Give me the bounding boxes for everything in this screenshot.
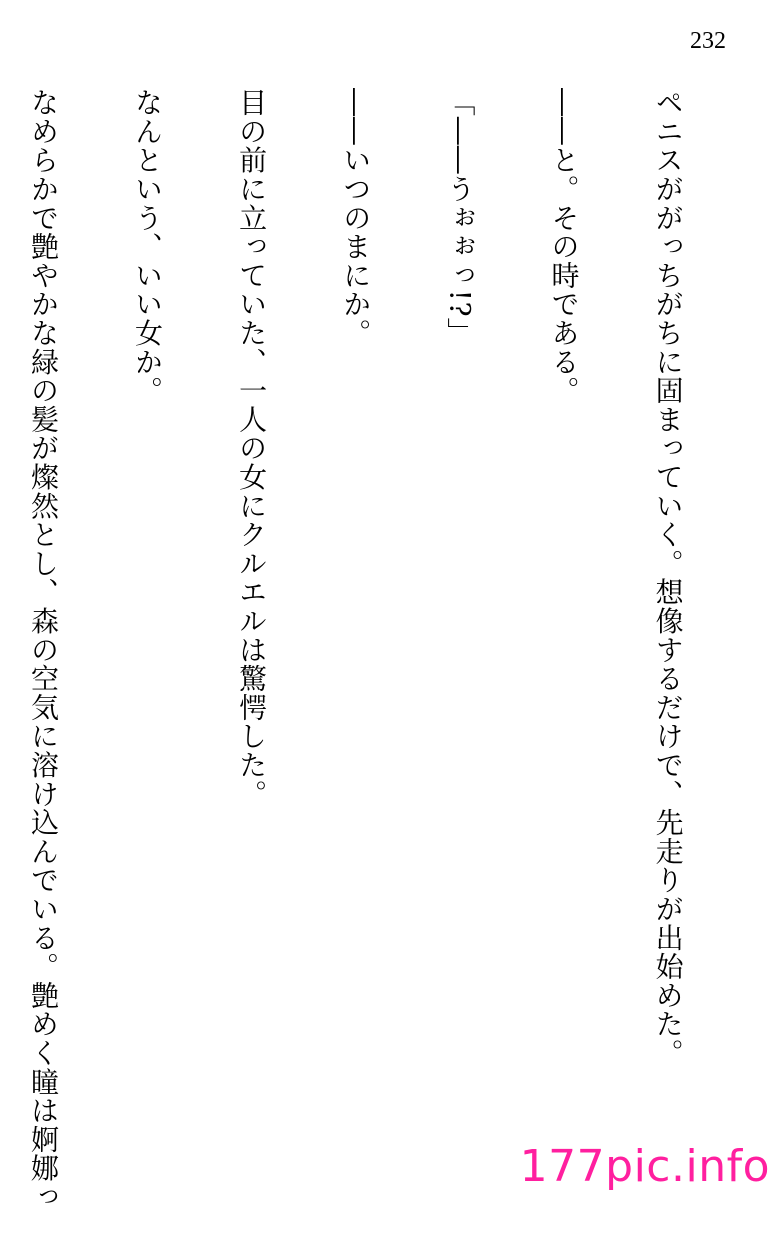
text-line: 目の前に立っていた、一人の女にクルエルは驚愕した。 (235, 88, 269, 808)
page-number: 232 (690, 28, 726, 54)
text-line: なめらかで艶やかな緑の髪が燦然とし、森の空気に溶け込んでいる。艶めく瞳は婀娜っ (26, 88, 60, 1212)
text-line: ――いつのまにか。 (339, 88, 373, 348)
text-line: なんという、いい女か。 (131, 88, 165, 405)
text-line: ペニスががっちがちに固まっていく。想像するだけで、先走りが出始めた。 (651, 88, 685, 1068)
text-line: 「――うぉぉっ!?」 (443, 88, 477, 347)
text-line: ――と。その時である。 (547, 88, 581, 405)
watermark: 177pic.info (519, 1141, 770, 1192)
